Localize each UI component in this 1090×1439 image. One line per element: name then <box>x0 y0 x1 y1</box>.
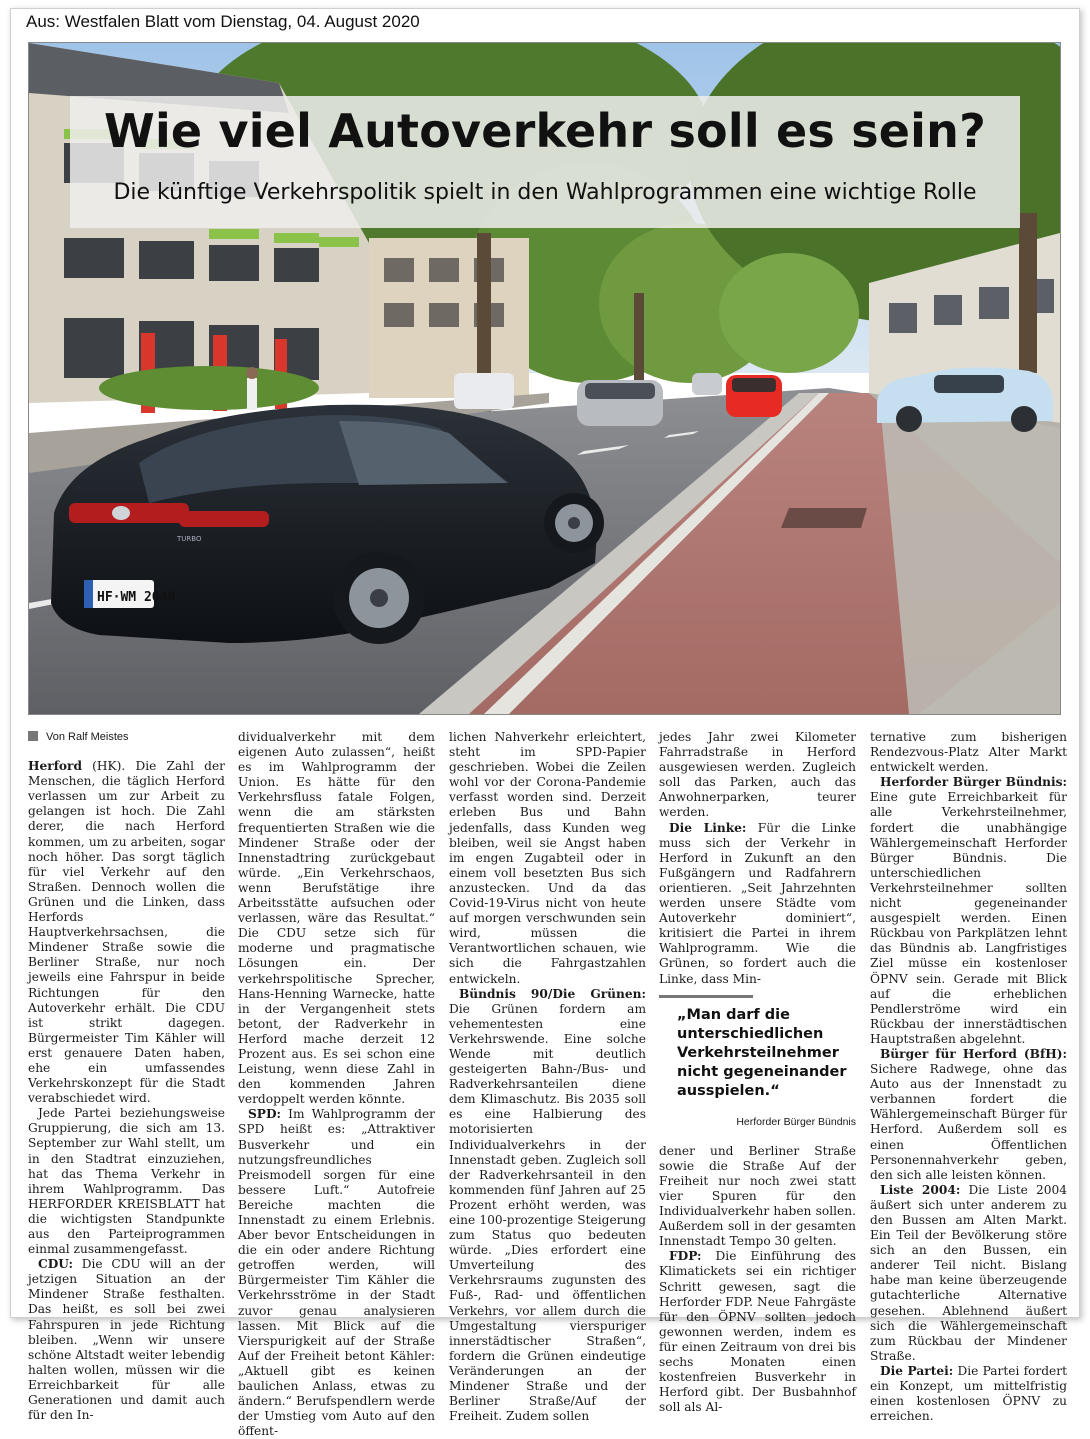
party-label-spd: SPD: <box>248 1107 282 1122</box>
pull-quote <box>659 995 856 1130</box>
pull-quote-rule <box>659 995 753 998</box>
byline-square-icon <box>28 731 38 741</box>
car-badge-text: TURBO <box>177 535 202 543</box>
dateline: Herford <box>28 759 83 774</box>
paragraph: Liste 2004: Die Liste 2004 äußert sich unter anderem zu den Bussen am Alten Markt. Ein Teil der Bevölkerung störe sich an den Bussen, ein anderer Teil nicht. Bislang habe man keine überzeugende gutachterliche Alternative gesehen. Ablehnend äußert sich die Wählergemeinschaft zum Rückbau der Mindener Straße. <box>870 1182 1067 1363</box>
party-label-liste2004: Liste 2004: <box>880 1182 961 1197</box>
paragraph: CDU: Die CDU will an der jetzigen Situation an der Mindener Straße festhalten. Das heißt, es soll bei zwei Fahrspuren in jede Richtung bleiben. „Wenn wir unsere schöne Altstadt weiter lebendig halten wollen, müssen wir die Erreichbarkeit für alle Generationen und damit auch für den In- <box>28 1257 225 1423</box>
paragraph: lichen Nahverkehr erleichtert, steht im SPD-Papier geschrieben. Wobei die Zeilen wohl vor der Corona-Pandemie verfasst worden sind. Derzeit erleben Bus und Bahn jedenfalls, dass Kunden weg bleiben, weil sie Angst haben im engen Zugabteil oder in einem voll besetzten Bus sich anzustecken. Und da das Covid-19-Virus nicht von heute auf morgen verschwunden sein wird, müssen die Verantwortlichen schauen, wie sich die Fahrgastzahlen entwickeln. <box>449 730 646 986</box>
paragraph: dividualverkehr mit dem eigenen Auto zulassen“, heißt es im Wahlprogramm der Union. Es hätte für den Verkehrsfluss fatale Folgen, wenn die am stärksten frequentierten Straßen wie die Mindener Straße oder der Innenstadtring zurückgebaut würde. „Ein Verkehrschaos, wenn Berufstätige ihre Arbeitsstätte aufsuchen oder verlassen, wäre das Resultat.“ Die CDU setze sich für moderne und pragmatische Lösungen ein. Der verkehrspolitische Sprecher, Hans-Henning Warnecke, hatte in der Vergangenheit stets betont, der Radverkehr in Herford mache derzeit 12 Prozent aus. Es sei schon eine Leistung, wenn diese Zahl in den kommenden Jahren verdoppelt werden könnte. <box>238 730 435 1107</box>
paragraph: Herford (HK). Die Zahl der Menschen, die täglich Herford verlassen um zur Arbeit zu gelangen ist hoch. Die Zahl derer, die nach Herford kommen, um zu arbeiten, sogar noch höher. Das sorgt täglich für viel Verkehr auf den Straßen. Dennoch wollen die Grünen und die Linken, dass Herfords Hauptverkehrsachsen, die Mindener Straße sowie die Berliner Straße, nur noch jeweils eine Fahrspur in beide Richtungen für den Autoverkehr erhält. Die CDU ist strikt dagegen. Bürgermeister Tim Kähler will erst genauere Daten haben, ehe ein umfassendes Verkehrskonzept für die Stadt verabschiedet wird. <box>28 759 225 1106</box>
license-plate-text: HF·WM 2040 <box>97 590 176 605</box>
article-column-5 <box>870 730 1067 1424</box>
paragraph: Die Linke: Für die Linke muss sich der Verkehr in Herford in Zukunft an den Fußgängern und Radfahrern orientieren. „Seit Jahrzehnten werden unsere Städte vom Autoverkehr dominiert“, kritisiert die Partei in ihrem Wahlprogramm. Wie die Grünen, so fordert auch die Linke, dass Min- <box>659 820 856 986</box>
party-label-gruene: Bündnis 90/Die Grünen: <box>459 986 646 1001</box>
article-column-4 <box>659 730 856 1415</box>
party-label-cdu: CDU: <box>38 1257 73 1272</box>
party-label-hbb: Herforder Bürger Bündnis: <box>880 775 1067 790</box>
article-column-3 <box>449 730 646 1424</box>
party-label-linke: Die Linke: <box>669 820 747 835</box>
article-column-2 <box>238 730 435 1439</box>
paragraph: ternative zum bisherigen Rendezvous-Platz Alter Markt entwickelt werden. <box>870 730 1067 775</box>
source-line: Aus: Westfalen Blatt vom Dienstag, 04. August 2020 <box>26 12 420 31</box>
subheadline: Die künftige Verkehrspolitik spielt in den Wahlprogrammen eine wichtige Rolle <box>113 180 977 205</box>
paragraph: FDP: Die Einführung des Klimatickets sei ein richtiger Schritt gewesen, sagt die Herforder FDP. Neue Fahrgäste für den ÖPNV sollten jedoch gewonnen werden, indem es für einen Zeitraum von drei bis sechs Monaten einen kostenfreien Busverkehr in Herford gibt. Der Busbahnhof soll als Al- <box>659 1249 856 1415</box>
pull-quote-text: „Man darf die unterschiedlichen Verkehrsteilnehmer nicht gegeneinander ausspielen.“ <box>677 1006 847 1099</box>
paragraph: SPD: Im Wahlprogramm der SPD heißt es: „Attraktiver Busverkehr und ein nutzungsfreundliches Preismodell sorgen für eine bessere Luft.“ Autofreie Bereiche machten die Innenstadt zu einem Erlebnis. Aber bevor Entscheidungen in die ein oder andere Richtung getroffen werden, will Bürgermeister Tim Kähler die Verkehrsströme in der Stadt zuvor genau analysieren lassen. Mit Blick auf die Vierspurigkeit auf der Straße Auf der Freiheit betont Kähler: „Aktuell gibt es keinen baulichen Anlass, etwas zu ändern.“ Berufspendlern werde der Umstieg vom Auto auf den öffent- <box>238 1107 435 1439</box>
paragraph: jedes Jahr zwei Kilometer Fahrradstraße in Herford ausgewiesen werden. Zugleich soll das Parken, auch das Anwohnerparken, teurer werden. <box>659 730 856 820</box>
article-column-1 <box>28 730 225 1423</box>
paragraph: dener und Berliner Straße sowie die Straße Auf der Freiheit nur noch zwei statt vier Spuren für den Individualverkehr haben sollen. Außerdem soll in der gesamten Innenstadt Tempo 30 gelten. <box>659 1143 856 1249</box>
pull-quote-source: Herforder Bürger Bündnis <box>736 1115 856 1128</box>
party-label-fdp: FDP: <box>669 1249 702 1264</box>
paragraph: Die Partei: Die Partei fordert ein Konzept, um mittelfristig einen kostenlosen ÖPNV zu erreichen. <box>870 1363 1067 1424</box>
paragraph: Jede Partei beziehungsweise Gruppierung, die sich am 13. September zur Wahl stellt, um in den Stadtrat einzuziehen, hat das Thema Verkehr in ihrem Wahlprogramm. Das HERFORDER KREISBLATT hat die wichtigsten Standpunkte aus den Parteiprogrammen einmal zusammengefasst. <box>28 1106 225 1257</box>
paragraph: Herforder Bürger Bündnis: Eine gute Erreichbarkeit für alle Verkehrsteilnehmer, fordert die unabhängige Wählergemeinschaft Herforder Bürger Bündnis. Die unterschiedlichen Verkehrsteilnehmer sollten nicht gegeneinander ausgespielt werden. Einen Rückbau von Parkplätzen lehnt das Bündnis ab. Langfristiges Ziel müsse ein kostenloser ÖPNV sein. Gerade mit Blick auf die erheblichen Pendlerströme wird ein Rückbau der innerstädtischen Hauptstraßen abgelehnt. <box>870 775 1067 1046</box>
paragraph: Bündnis 90/Die Grünen: Die Grünen fordern am vehementesten eine Verkehrswende. Eine solche Wende mit deutlich gesteigerten Bahn-/Bus- und Radverkehrsanteilen diene dem Klimaschutz. Bis 2035 soll es eine Halbierung des motorisierten Individualverkehrs in der Innenstadt geben. Zugleich soll der Radverkehrsanteil in den kommenden fünf Jahren auf 25 Prozent erhöht werden, was eine 100-prozentige Steigerung zum Status quo bedeuten würde. „Dies erfordert eine Umverteilung des Verkehrsraums zugunsten des Fuß-, Rad- und öffentlichen Verkehrs, vor allem durch die Umgestaltung vierspuriger innerstädtischer Straßen“, fordern die Grünen eindeutige Veränderungen an der Mindener Straße und der Berliner Straße/Auf der Freiheit. Zudem sollen <box>449 986 646 1424</box>
paragraph: Bürger für Herford (BfH): Sichere Radwege, ohne das Auto aus der Innenstadt zu verbannen fordert die Wählergemeinschaft Bürger für Herford. Außerdem soll es einen Öffentlichen Personennahverkehr geben, den sich alle leisten können. <box>870 1046 1067 1182</box>
party-label-bfh: Bürger für Herford (BfH): <box>880 1046 1067 1061</box>
byline-text: Von Ralf Meistes <box>46 731 129 743</box>
headline: Wie viel Autoverkehr soll es sein? <box>104 104 986 158</box>
byline <box>28 730 225 745</box>
party-label-die-partei: Die Partei: <box>880 1363 954 1378</box>
